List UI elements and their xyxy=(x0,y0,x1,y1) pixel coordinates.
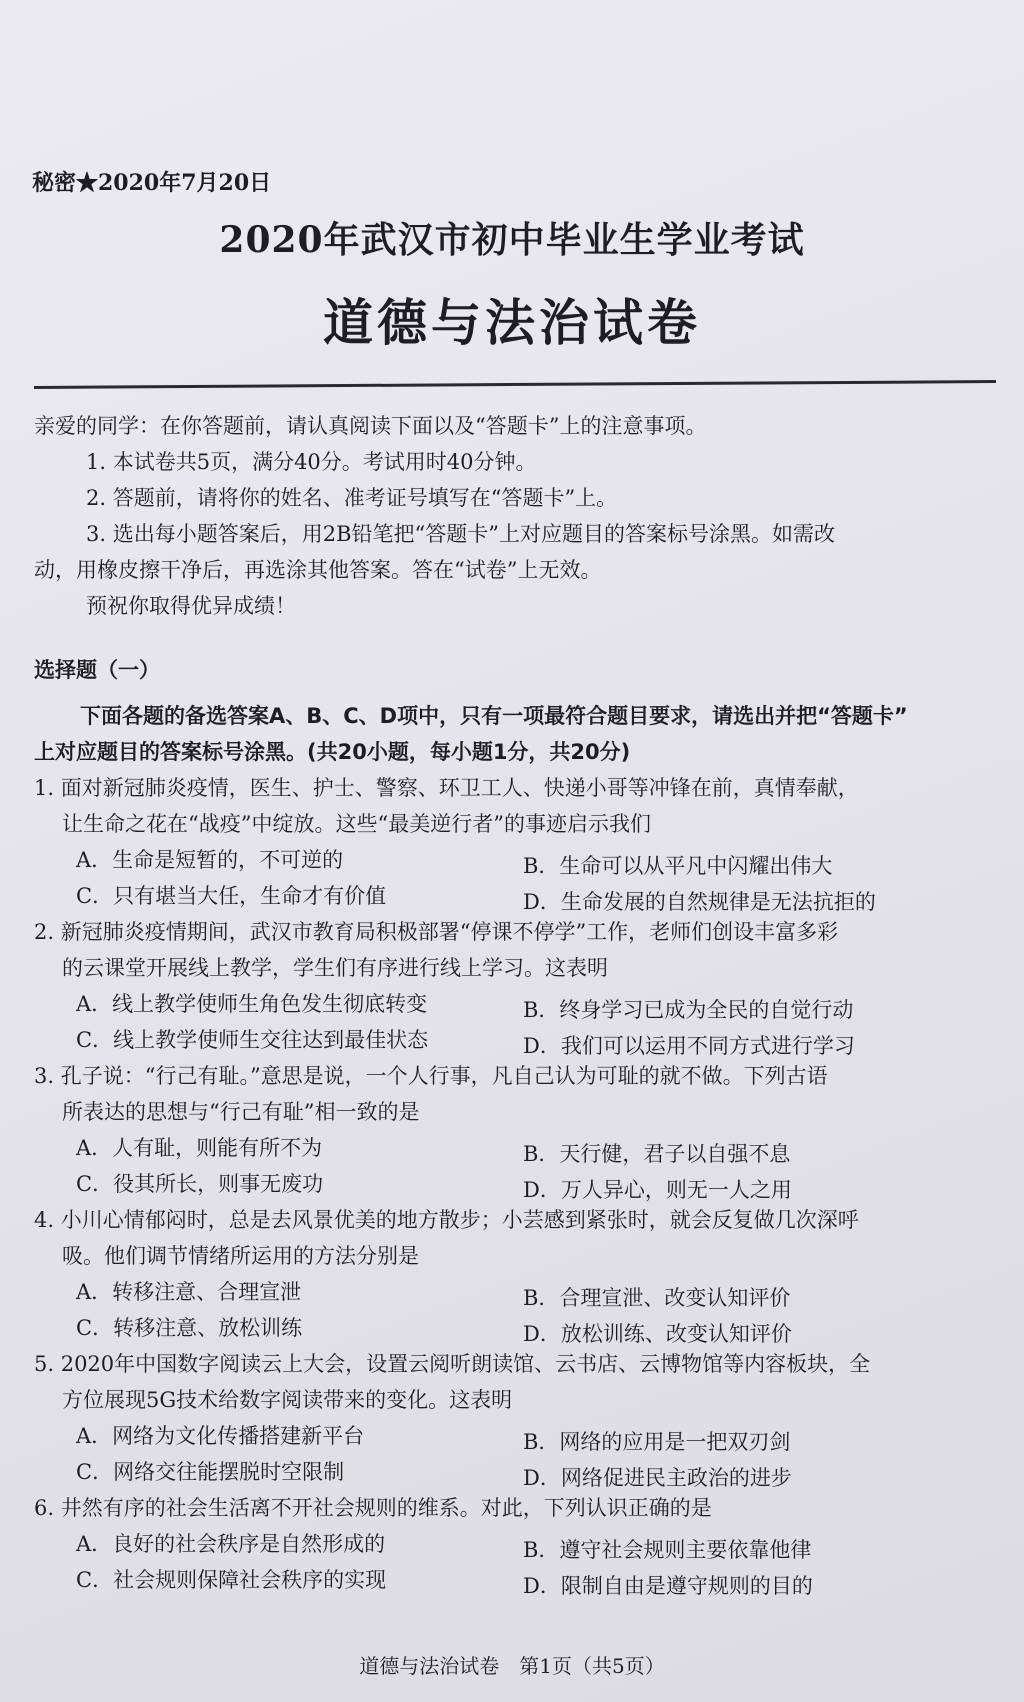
option-c: C．转移注意、放松训练 xyxy=(76,1316,303,1340)
option-b: B．网络的应用是一把双刃剑 xyxy=(523,1430,791,1454)
section-instruction: 下面各题的备选答案A、B、C、D项中，只有一项最符合题目要求，请选出并把“答题卡” xyxy=(80,704,908,728)
options-row xyxy=(34,1166,994,1202)
option-c: C．网络交往能摆脱时空限制 xyxy=(76,1460,345,1484)
option-b: B．天行健，君子以自强不息 xyxy=(523,1142,791,1166)
question-list xyxy=(34,770,994,1598)
question-stem-continued: 吸。他们调节情绪所运用的方法分别是 xyxy=(62,1244,419,1268)
options-row xyxy=(34,1022,994,1058)
option-d: D．网络促进民主政治的进步 xyxy=(523,1466,792,1490)
question-2 xyxy=(34,914,994,1058)
options-row xyxy=(34,878,994,914)
option-c: C．线上教学使师生交往达到最佳状态 xyxy=(76,1028,429,1052)
question-stem: 5. 2020年中国数字阅读云上大会，设置云阅听朗读馆、云书店、云博物馆等内容板块，全 xyxy=(34,1352,871,1376)
section-title: 选择题（一） xyxy=(34,658,160,682)
exam-title: 2020年武汉市初中毕业生学业考试 xyxy=(219,219,805,261)
options-row xyxy=(34,1130,994,1166)
confidential-date: 秘密★2020年7月20日 xyxy=(32,170,272,196)
header-divider xyxy=(34,380,996,389)
option-a: A．良好的社会秩序是自然形成的 xyxy=(76,1532,386,1556)
question-4 xyxy=(34,1202,994,1346)
options-row xyxy=(34,1418,994,1454)
options-row xyxy=(34,986,994,1022)
question-stem-continued: 让生命之花在“战疫”中绽放。这些“最美逆行者”的事迹启示我们 xyxy=(62,812,651,836)
notice-item: 2. 答题前，请将你的姓名、准考证号填写在“答题卡”上。 xyxy=(86,486,618,510)
question-stem: 6. 井然有序的社会生活离不开社会规则的维系。对此，下列认识正确的是 xyxy=(34,1496,712,1520)
option-d: D．生命发展的自然规律是无法抗拒的 xyxy=(523,890,876,914)
notice-greeting: 亲爱的同学：在你答题前，请认真阅读下面以及“答题卡”上的注意事项。 xyxy=(34,414,707,438)
question-stem: 3. 孔子说：“行己有耻。”意思是说，一个人行事，凡自己认为可耻的就不做。下列古语 xyxy=(34,1064,828,1088)
option-a: A．网络为文化传播搭建新平台 xyxy=(76,1424,365,1448)
question-3 xyxy=(34,1058,994,1202)
option-a: A．生命是短暂的，不可逆的 xyxy=(76,848,344,872)
options-row xyxy=(34,842,994,878)
options-row xyxy=(34,1310,994,1346)
notice-item: 1. 本试卷共5页，满分40分。考试用时40分钟。 xyxy=(86,450,537,474)
option-b: B．合理宣泄、改变认知评价 xyxy=(523,1286,791,1310)
exam-body xyxy=(34,408,994,1598)
options-row xyxy=(34,1274,994,1310)
question-6 xyxy=(34,1490,994,1598)
question-stem: 2. 新冠肺炎疫情期间，武汉市教育局积极部署“停课不停学”工作，老师们创设丰富多彩 xyxy=(34,920,839,944)
option-d: D．我们可以运用不同方式进行学习 xyxy=(523,1034,855,1058)
question-1 xyxy=(34,770,994,914)
paper-title: 道德与法治试卷 xyxy=(323,293,701,352)
question-stem: 4. 小川心情郁闷时，总是去风景优美的地方散步；小芸感到紧张时，就会反复做几次深呼 xyxy=(34,1208,859,1232)
options-row xyxy=(34,1526,994,1562)
option-c: C．只有堪当大任，生命才有价值 xyxy=(76,884,387,908)
notice-wish: 预祝你取得优异成绩！ xyxy=(86,594,296,618)
option-d: D．万人异心，则无一人之用 xyxy=(523,1178,792,1202)
option-a: A．人有耻，则能有所不为 xyxy=(76,1136,323,1160)
option-b: B．遵守社会规则主要依靠他律 xyxy=(523,1538,812,1562)
option-d: D．限制自由是遵守规则的目的 xyxy=(523,1574,813,1598)
option-c: C．社会规则保障社会秩序的实现 xyxy=(76,1568,387,1592)
options-row xyxy=(34,1454,994,1490)
question-stem: 1. 面对新冠肺炎疫情，医生、护士、警察、环卫工人、快递小哥等冲锋在前，真情奉献， xyxy=(34,776,859,800)
page-footer: 道德与法治试卷 第1页（共5页） xyxy=(359,1654,665,1678)
option-b: B．终身学习已成为全民的自觉行动 xyxy=(523,998,854,1022)
option-d: D．放松训练、改变认知评价 xyxy=(523,1322,792,1346)
question-5 xyxy=(34,1346,994,1490)
question-stem-continued: 的云课堂开展线上教学，学生们有序进行线上学习。这表明 xyxy=(62,956,608,980)
option-b: B．生命可以从平凡中闪耀出伟大 xyxy=(523,854,833,878)
notice-item-continued: 动，用橡皮擦干净后，再选涂其他答案。答在“试卷”上无效。 xyxy=(34,558,602,582)
section-instruction-continued: 上对应题目的答案标号涂黑。(共20小题，每小题1分，共20分) xyxy=(34,740,631,764)
option-a: A．线上教学使师生角色发生彻底转变 xyxy=(76,992,428,1016)
question-stem-continued: 方位展现5G技术给数字阅读带来的变化。这表明 xyxy=(62,1388,513,1412)
option-c: C．役其所长，则事无废功 xyxy=(76,1172,324,1196)
notice-item: 3. 选出每小题答案后，用2B铅笔把“答题卡”上对应题目的答案标号涂黑。如需改 xyxy=(86,522,835,546)
options-row xyxy=(34,1562,994,1598)
question-stem-continued: 所表达的思想与“行己有耻”相一致的是 xyxy=(62,1100,420,1124)
option-a: A．转移注意、合理宣泄 xyxy=(76,1280,302,1304)
